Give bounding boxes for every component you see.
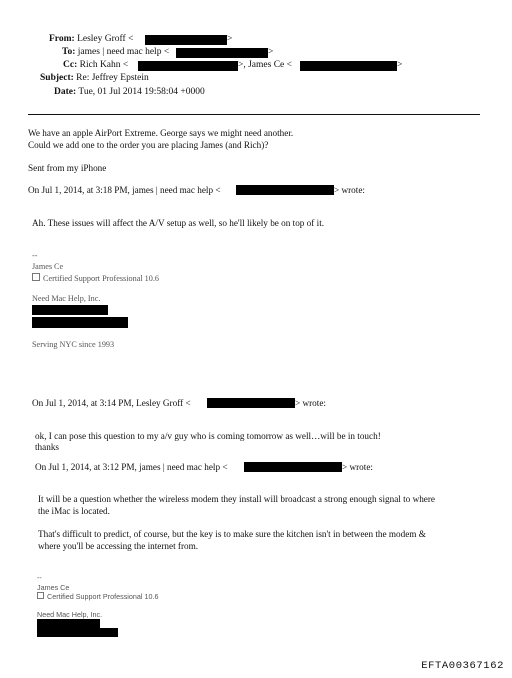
- header-subject: [40, 73, 149, 83]
- quote3-intro: On Jul 1, 2014, at 3:12 PM, james | need mac help <: [35, 462, 228, 472]
- sig2-cert: [37, 592, 158, 601]
- quote1-wrote: > wrote:: [334, 185, 365, 195]
- quote3-p2-line-1: That's difficult to predict, of course, but the key is to make sure the kitchen isn't in between the modem &: [38, 529, 426, 539]
- header-divider: [28, 114, 480, 115]
- quote1-body: Ah. These issues will affect the A/V setup as well, so he'll likely be on top of it.: [32, 218, 325, 228]
- from-label: From:: [49, 34, 75, 44]
- message-line-1: We have an apple AirPort Extreme. George says we might need another.: [28, 128, 294, 138]
- bates-number: EFTA00367162: [421, 660, 504, 672]
- sig2-company: Need Mac Help, Inc.: [37, 610, 103, 619]
- quote3-wrote: > wrote:: [342, 462, 373, 472]
- date-label: Date:: [54, 87, 77, 97]
- redaction-cc-email-2: [300, 61, 397, 71]
- cc-label: Cc:: [63, 60, 78, 70]
- checkbox-icon: [32, 273, 40, 281]
- sig2-name: James Ce: [37, 583, 70, 592]
- sig1-company: Need Mac Help, Inc.: [32, 294, 101, 303]
- to-value: james | need mac help <: [77, 47, 170, 57]
- quote3-p1-line-1: It will be a question whether the wireless modem they install will broadcast a strong enough signal to where: [38, 494, 436, 504]
- sig1-dashes: --: [32, 251, 38, 260]
- message-line-2: Could we add one to the order you are placing James (and Rich)?: [28, 140, 269, 150]
- sig2-dashes: --: [37, 573, 42, 582]
- date-value: Tue, 01 Jul 2014 19:58:04 +0000: [78, 87, 205, 97]
- redaction-from-email: [145, 35, 227, 45]
- cc-mid: >, James Ce <: [238, 60, 292, 70]
- from-value: Lesley Groff <: [77, 34, 134, 44]
- quote3-p2-line-2: where you'll be accessing the internet from.: [38, 541, 199, 551]
- subject-value: Re: Jeffrey Epstein: [76, 73, 149, 83]
- quote3-p1-line-2: the iMac is located.: [38, 506, 110, 516]
- cc-tail: >: [397, 60, 403, 70]
- redaction-sig2-line-1: [37, 619, 100, 628]
- redaction-sig1-line-2: [32, 317, 128, 328]
- quote2-line-1: ok, I can pose this question to my a/v guy who is coming tomorrow as well…will be in touch!: [35, 431, 381, 441]
- to-label: To:: [62, 47, 76, 57]
- cc-value: Rich Kahn <: [79, 60, 129, 70]
- checkbox-icon: [37, 592, 44, 599]
- sig1-name: James Ce: [32, 262, 64, 271]
- to-tail: >: [268, 47, 274, 57]
- redaction-quote2-email: [207, 398, 295, 408]
- redaction-sig2-line-2: [37, 628, 118, 637]
- header-date: [54, 87, 205, 97]
- redaction-quote1-email: [236, 185, 334, 195]
- subject-label: Subject:: [40, 73, 74, 83]
- sig1-cert-text: Certified Support Professional 10.6: [43, 274, 159, 283]
- header-to: [62, 47, 169, 57]
- from-tail: >: [227, 34, 233, 44]
- redaction-cc-email-1: [138, 61, 238, 71]
- sig1-tagline: Serving NYC since 1993: [32, 340, 115, 349]
- quote2-wrote: > wrote:: [295, 398, 326, 408]
- quote2-intro: On Jul 1, 2014, at 3:14 PM, Lesley Groff <: [32, 398, 191, 408]
- sent-from: Sent from my iPhone: [28, 163, 107, 173]
- redaction-to-email: [176, 48, 268, 58]
- sig1-cert: [32, 273, 159, 283]
- header-from: [49, 34, 133, 44]
- sig2-cert-text: Certified Support Professional 10.6: [47, 592, 159, 601]
- redaction-sig1-line-1: [32, 305, 108, 315]
- quote1-intro: On Jul 1, 2014, at 3:18 PM, james | need mac help <: [28, 185, 221, 195]
- quote2-line-2: thanks: [35, 442, 59, 452]
- header-cc: [63, 60, 128, 70]
- redaction-quote3-email: [244, 462, 342, 472]
